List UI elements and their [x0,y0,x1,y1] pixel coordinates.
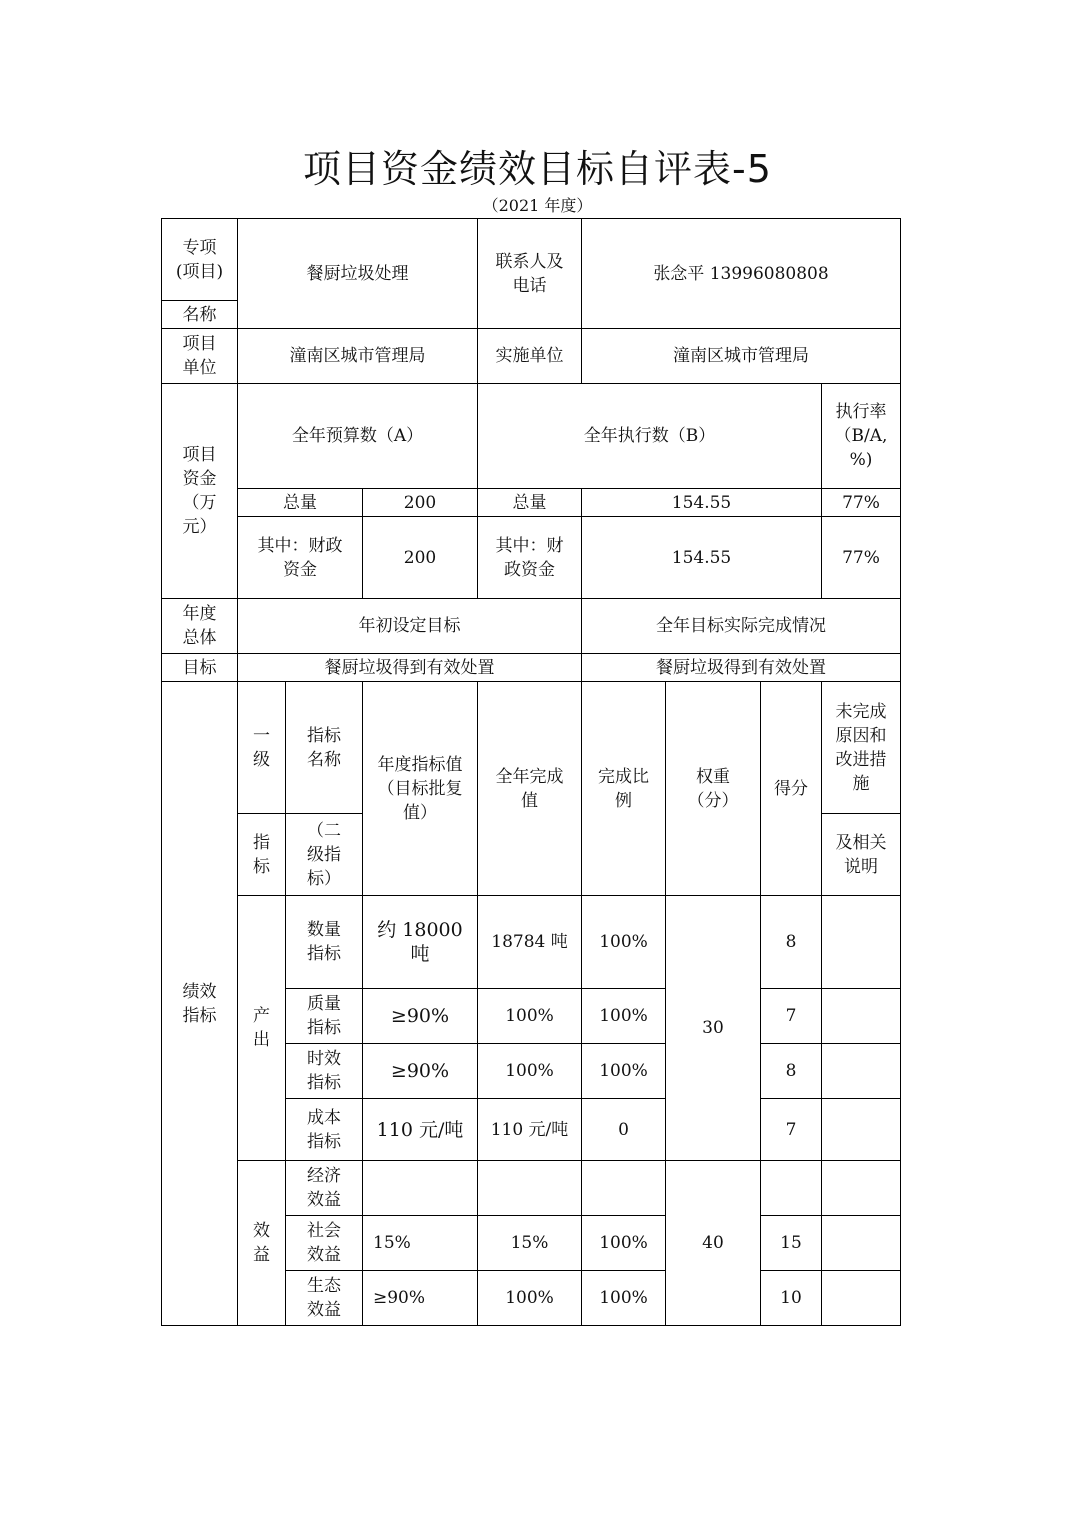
name-header-top: 指标 名称 [286,682,363,814]
weight-header: 权重 （分） [666,682,761,896]
funds-label: 项目 资金 （万 元） [162,384,238,599]
goals-label-bottom: 目标 [162,654,238,682]
indicator-target [363,1161,478,1216]
fiscal-budget-value: 200 [363,517,478,599]
indicator-target: 110 元/吨 [363,1099,478,1161]
benefit-category: 效 益 [238,1161,286,1326]
level1-header-top: 一 级 [238,682,286,814]
indicator-actual [478,1161,582,1216]
indicator-name: 经济 效益 [286,1161,363,1216]
indicator-name: 成本 指标 [286,1099,363,1161]
indicator-ratio: 100% [582,896,666,989]
indicator-actual: 100% [478,1044,582,1099]
indicator-score: 8 [761,1044,822,1099]
total-budget-value: 200 [363,489,478,517]
budget-header: 全年预算数（A） [238,384,478,489]
output-weight: 30 [666,896,761,1161]
actual-goal-header: 全年目标实际完成情况 [582,599,901,654]
total-rate-value: 77% [822,489,901,517]
actual-header: 全年完成 值 [478,682,582,896]
indicator-name: 时效 指标 [286,1044,363,1099]
target-header: 年度指标值 （目标批复 值） [363,682,478,896]
project-name-label-top: 专项 (项目) [162,219,238,301]
indicator-score: 7 [761,1099,822,1161]
indicator-score: 8 [761,896,822,989]
goals-label-top: 年度 总体 [162,599,238,654]
indicator-ratio: 100% [582,989,666,1044]
score-header: 得分 [761,682,822,896]
indicator-name: 生态 效益 [286,1271,363,1326]
initial-goal-header: 年初设定目标 [238,599,582,654]
indicator-reason [822,1161,901,1216]
fiscal-rate-value: 77% [822,517,901,599]
project-unit-label: 项目 单位 [162,329,238,384]
indicator-reason [822,1044,901,1099]
indicator-score: 7 [761,989,822,1044]
indicator-ratio: 0 [582,1099,666,1161]
level1-header-bottom: 指 标 [238,814,286,896]
indicator-actual: 110 元/吨 [478,1099,582,1161]
total-exec-label: 总量 [478,489,582,517]
indicator-name: 数量 指标 [286,896,363,989]
total-exec-value: 154.55 [582,489,822,517]
initial-goal-value: 餐厨垃圾得到有效处置 [238,654,582,682]
indicator-reason [822,1216,901,1271]
indicator-reason [822,1099,901,1161]
reason-header-bottom: 及相关 说明 [822,814,901,896]
project-name-value: 餐厨垃圾处理 [238,219,478,329]
reason-header-top: 未完成 原因和 改进措 施 [822,682,901,814]
contact-value: 张念平 13996080808 [582,219,901,329]
fiscal-exec-label: 其中：财 政资金 [478,517,582,599]
indicator-ratio: 100% [582,1044,666,1099]
indicator-ratio: 100% [582,1271,666,1326]
indicator-ratio [582,1161,666,1216]
indicator-reason [822,1271,901,1326]
indicator-actual: 15% [478,1216,582,1271]
indicator-target: ≥90% [363,1044,478,1099]
indicator-score: 15 [761,1216,822,1271]
ratio-header: 完成比 例 [582,682,666,896]
indicator-actual: 100% [478,989,582,1044]
indicator-target: ≥90% [363,989,478,1044]
year-subtitle: （2021 年度） [482,196,593,215]
indicator-name: 社会 效益 [286,1216,363,1271]
indicator-reason [822,989,901,1044]
actual-goal-value: 餐厨垃圾得到有效处置 [582,654,901,682]
project-unit-value: 潼南区城市管理局 [238,329,478,384]
rate-header: 执行率 （B/A, %) [822,384,901,489]
perf-label: 绩效 指标 [162,682,238,1326]
indicator-name: 质量 指标 [286,989,363,1044]
indicator-score: 10 [761,1271,822,1326]
total-budget-label: 总量 [238,489,363,517]
indicator-score [761,1161,822,1216]
indicator-actual: 18784 吨 [478,896,582,989]
indicator-ratio: 100% [582,1216,666,1271]
self-evaluation-table [161,218,901,1326]
indicator-actual: 100% [478,1271,582,1326]
indicator-target: 约 18000 吨 [363,896,478,989]
output-category: 产 出 [238,896,286,1161]
benefit-weight: 40 [666,1161,761,1326]
contact-label: 联系人及 电话 [478,219,582,329]
impl-unit-value: 潼南区城市管理局 [582,329,901,384]
impl-unit-label: 实施单位 [478,329,582,384]
name-header-bottom: （二 级指 标） [286,814,363,896]
project-name-label-bottom: 名称 [162,301,238,329]
indicator-reason [822,896,901,989]
fiscal-budget-label: 其中：财政 资金 [238,517,363,599]
page-title: 项目资金绩效目标自评表-5 [303,147,772,191]
indicator-target: ≥90% [363,1271,478,1326]
exec-header: 全年执行数（B） [478,384,822,489]
indicator-target: 15% [363,1216,478,1271]
fiscal-exec-value: 154.55 [582,517,822,599]
